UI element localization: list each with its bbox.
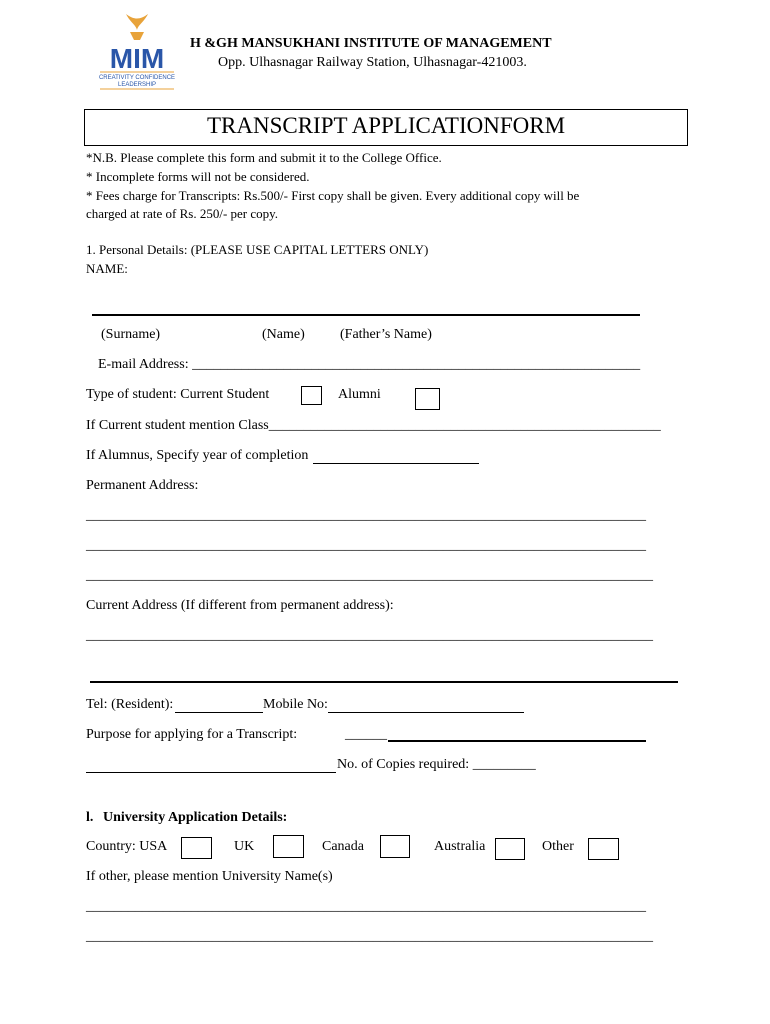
mobile-label: Mobile No:	[263, 697, 328, 712]
institute-name: H &GH MANSUKHANI INSTITUTE OF MANAGEMENT	[190, 36, 552, 51]
note-2: * Incomplete forms will not be considered.	[86, 169, 310, 184]
other-checkbox[interactable]	[588, 838, 619, 860]
permanent-address-label: Permanent Address:	[86, 478, 199, 493]
permanent-address-line-3[interactable]: _________________________________________________________________________________	[86, 568, 653, 583]
tel-resident-field[interactable]	[175, 712, 263, 713]
canada-checkbox[interactable]	[380, 835, 410, 858]
note-3: * Fees charge for Transcripts: Rs.500/- First copy shall be given. Every additional copy will be	[86, 188, 580, 203]
institute-logo	[96, 10, 178, 92]
form-title-box	[84, 109, 688, 146]
surname-label: (Surname)	[101, 327, 161, 342]
other-label: Other	[542, 839, 574, 854]
country-label: Country: USA	[86, 839, 168, 854]
uk-checkbox[interactable]	[273, 835, 304, 858]
purpose-blank: ______	[345, 727, 387, 742]
canada-label: Canada	[322, 839, 364, 854]
note-1: *N.B. Please complete this form and submit it to the College Office.	[86, 150, 442, 165]
torch-logo-icon	[96, 10, 178, 92]
alumnus-year-label: If Alumnus, Specify year of completion	[86, 448, 309, 463]
logo-tagline-2: LEADERSHIP	[117, 82, 157, 88]
note-4: charged at rate of Rs. 250/- per copy.	[86, 206, 279, 221]
given-name-label: (Name)	[262, 327, 305, 342]
alumnus-year-field[interactable]	[313, 463, 479, 464]
section2-heading: University Application Details:	[103, 810, 288, 825]
current-class-field[interactable]: If Current student mention Class________________________________________________________	[86, 418, 661, 433]
purpose-label: Purpose for applying for a Transcript:	[86, 727, 298, 742]
other-university-label: If other, please mention University Name(s)	[86, 869, 333, 884]
form-title: TRANSCRIPT APPLICATIONFORM	[206, 113, 566, 138]
mobile-field[interactable]	[328, 712, 524, 713]
uk-label: UK	[234, 839, 255, 854]
university-name-line-2[interactable]: _________________________________________________________________________________	[86, 929, 653, 944]
fathers-name-label: (Father’s Name)	[340, 327, 432, 342]
usa-checkbox[interactable]	[181, 837, 212, 859]
purpose-field-continued[interactable]	[86, 772, 336, 773]
purpose-field[interactable]	[388, 740, 646, 742]
current-address-label: Current Address (If different from permanent address):	[86, 598, 394, 613]
permanent-address-line-1[interactable]: ________________________________________________________________________________	[86, 508, 646, 523]
alumni-checkbox[interactable]	[415, 388, 440, 410]
permanent-address-line-2[interactable]: ________________________________________________________________________________	[86, 538, 646, 553]
copies-required-field[interactable]: No. of Copies required: _________	[337, 757, 536, 772]
tel-resident-label: Tel: (Resident):	[86, 697, 174, 712]
current-address-line-1[interactable]: _________________________________________________________________________________	[86, 628, 653, 643]
institute-address: Opp. Ulhasnagar Railway Station, Ulhasnagar-421003.	[218, 55, 527, 70]
student-type-label: Type of student: Current Student	[86, 387, 270, 402]
email-field[interactable]: E-mail Address: ________________________________________________________________	[98, 357, 641, 372]
name-label: NAME:	[86, 261, 128, 276]
alumni-label: Alumni	[338, 387, 381, 402]
section2-number: l.	[86, 810, 94, 825]
university-name-line-1[interactable]: ________________________________________________________________________________	[86, 899, 646, 914]
current-student-checkbox[interactable]	[301, 386, 322, 405]
logo-text: MIM	[109, 43, 165, 74]
australia-label: Australia	[434, 839, 486, 854]
current-address-line-2[interactable]	[90, 681, 678, 683]
section1-heading: 1. Personal Details: (PLEASE USE CAPITAL LETTERS ONLY)	[86, 242, 429, 257]
australia-checkbox[interactable]	[495, 838, 525, 860]
logo-tagline-1: CREATIVITY CONFIDENCE	[98, 75, 176, 81]
name-field-line[interactable]	[92, 314, 640, 316]
